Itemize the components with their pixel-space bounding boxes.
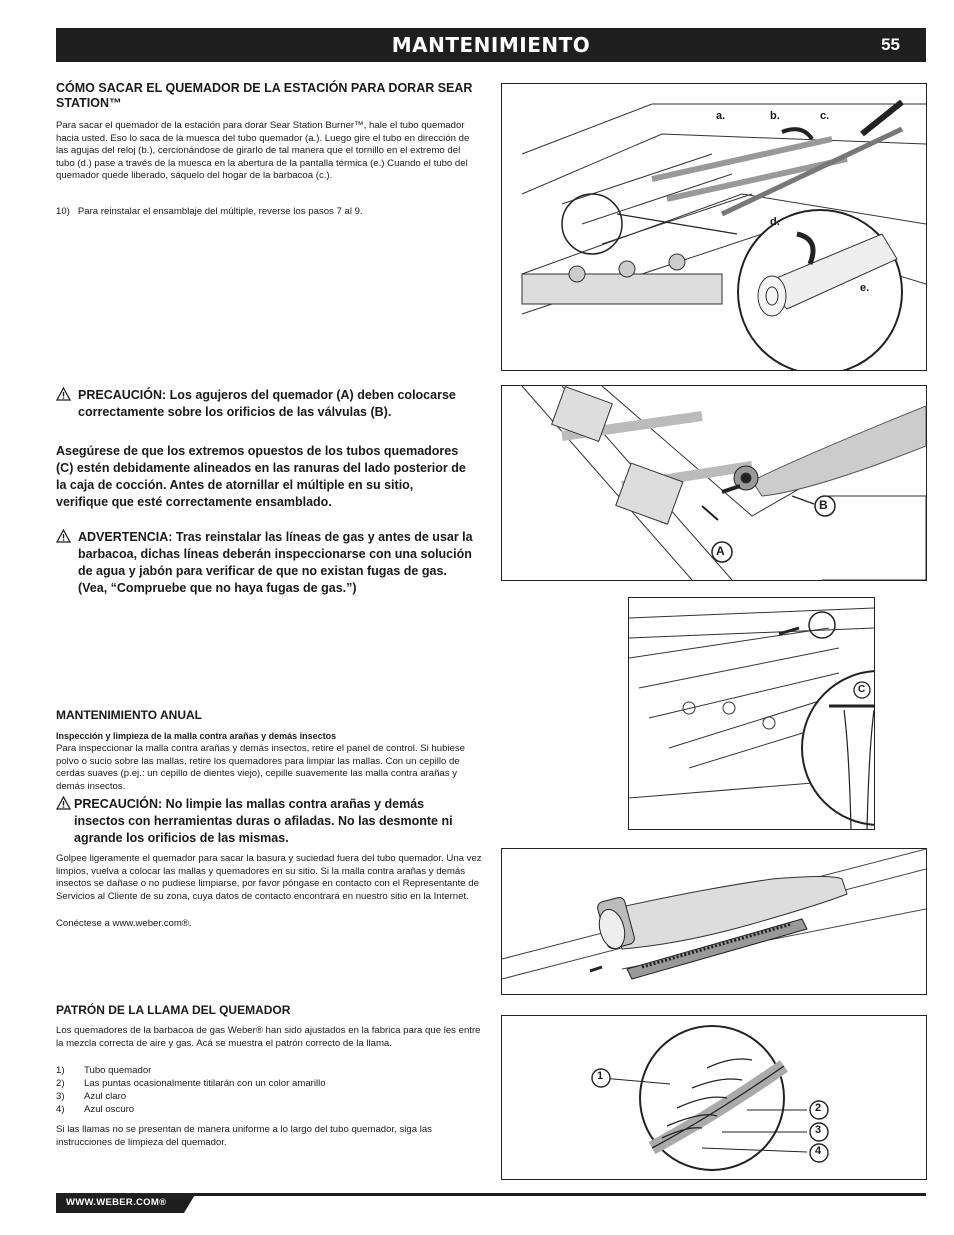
footer-tab — [56, 1193, 196, 1213]
label-b: b. — [770, 110, 780, 122]
caution-burner-holes — [78, 387, 458, 421]
caution-spider-screens-text: PRECAUCIÓN: No limpie las mallas contra arañas y demás insectos con herramientas duras o afiladas. No las desmonte ni agrande los orificios de las mismas. — [74, 797, 453, 845]
label-4: 4 — [815, 1145, 822, 1157]
page-title: MANTENIMIENTO — [391, 33, 591, 57]
alignment-paragraph: Asegúrese de que los extremos opuestos de los tubos quemadores (C) estén debidamente alineados en las ranuras del lado posterior de la caja de cocción. Antes de atornillar el múltiple en su sitio, verifique que esté correctamente ensamblado. — [56, 444, 466, 509]
step-10 — [56, 206, 481, 219]
list-item: 2) Las puntas ocasionalmente titilarán con un color amarillo — [56, 1078, 326, 1089]
label-c: c. — [820, 110, 830, 122]
label-1: 1 — [597, 1070, 604, 1082]
flame-pattern-list — [56, 1064, 476, 1116]
label-a: a. — [716, 110, 726, 122]
spider-screen-body: Para inspeccionar la malla contra arañas y demás insectos, retire el panel de control. Si hubiese polvo o sucio sobre las mallas, retire los quemadores para limpiar las mallas. Con un cepillo de cerdas suaves (p.ej.: un cepillo de dientes viejo), cepille suavemente las malla contra arañas y demás insectos. — [56, 743, 466, 792]
burner-slot-illustration — [629, 598, 874, 829]
label-2: 2 — [815, 1102, 822, 1114]
figure-sear-burner-removal — [501, 83, 927, 371]
label-A: A — [716, 544, 725, 558]
page-header — [56, 28, 926, 62]
label-e: e. — [860, 282, 870, 294]
figure-flame-pattern — [501, 1015, 927, 1180]
page-number: 55 — [881, 35, 900, 54]
brush-cleaning-illustration — [502, 849, 926, 994]
list-item: 4) Azul oscuro — [56, 1104, 135, 1115]
warning-gas-lines — [78, 529, 473, 597]
flame-pattern-body: Los quemadores de la barbacoa de gas Weber® han sido ajustados en la fabrica para que les entre la mezcla correcta de aire y gas. Acá se muestra el patrón correcto de la llama. — [56, 1025, 481, 1049]
weber-web-line: Conéctese a www.weber.com®. — [56, 918, 192, 929]
annual-maintenance-heading: MANTENIMIENTO ANUAL — [56, 708, 202, 722]
sear-station-body: Para sacar el quemador de la estación para dorar Sear Station Burner™, hale el tubo quemador hacia usted. Eso lo saca de la muesca del tubo quemador (a.). Luego gire el tubo en dirección de las agujas del reloj (b.), cercionándose de girarlo de tal manera que el tornillo en el extremo del tubo (d.) pase a través de la muesca en la abertura de la pantalla térmica (e.) Cuando el tubo del quemador quede liberado, sáquelo del hogar de la barbacoa (c.). — [56, 120, 470, 182]
caution-spider-screens — [74, 796, 474, 847]
step-10-number: 10) — [56, 206, 70, 217]
flame-pattern-heading: PATRÓN DE LA LLAMA DEL QUEMADOR — [56, 1003, 291, 1017]
list-item: 3) Azul claro — [56, 1091, 127, 1102]
caution-icon-2 — [56, 796, 71, 815]
caution-icon — [56, 387, 71, 406]
spider-screen-subheading: Inspección y limpieza de la malla contra arañas y demás insectos — [56, 731, 337, 741]
label-C: C — [858, 684, 866, 695]
sear-burner-illustration — [502, 84, 926, 370]
step-10-text: Para reinstalar el ensamblaje del múltiple, reverse los pasos 7 al 9. — [77, 206, 363, 217]
footer-url[interactable]: WWW.WEBER.COM® — [66, 1197, 167, 1208]
cleaning-body: Golpee ligeramente el quemador para sacar la basura y suciedad fuera del tubo quemador. Una vez limpios, vuelva a colocar las mallas y quemadores en su sitio. Si la malla contra arañas y demás insectos se dañase o no pudiese limpiarse, por favor póngase en contacto con el Representante de Servicios al Cliente de su zona, cuya datos de contacto encontrará en nuestro sitio en la Internet. — [56, 853, 482, 902]
warning-gas-lines-text: ADVERTENCIA: Tras reinstalar las líneas de gas y antes de usar la barbacoa, dichas líneas deberán inspeccionarse con una solución de agua y jabón para verificar de que no existan fugas de gas. (Vea, “Compruebe que no haya fugas de gas.”) — [78, 530, 473, 595]
valve-alignment-illustration — [502, 386, 926, 580]
list-item: 1) Tubo quemador — [56, 1065, 152, 1076]
figure-brush-cleaning — [501, 848, 927, 995]
flame-pattern-illustration — [502, 1016, 926, 1179]
figure-burner-tube-slots — [628, 597, 875, 830]
label-3: 3 — [815, 1124, 822, 1136]
caution-burner-holes-text: PRECAUCIÓN: Los agujeros del quemador (A) deben colocarse correctamente sobre los orificios de las válvulas (B). — [78, 388, 456, 419]
figure-burner-valve-alignment — [501, 385, 927, 581]
sear-station-heading: CÓMO SACAR EL QUEMADOR DE LA ESTACIÓN PARA DORAR SEAR STATION™ — [56, 81, 473, 110]
warning-icon — [56, 529, 71, 548]
flame-pattern-closing: Si las llamas no se presentan de manera uniforme a lo largo del tubo quemador, siga las instrucciones de limpieza del quemador. — [56, 1124, 432, 1148]
label-d: d. — [770, 216, 780, 228]
label-B: B — [819, 498, 828, 512]
